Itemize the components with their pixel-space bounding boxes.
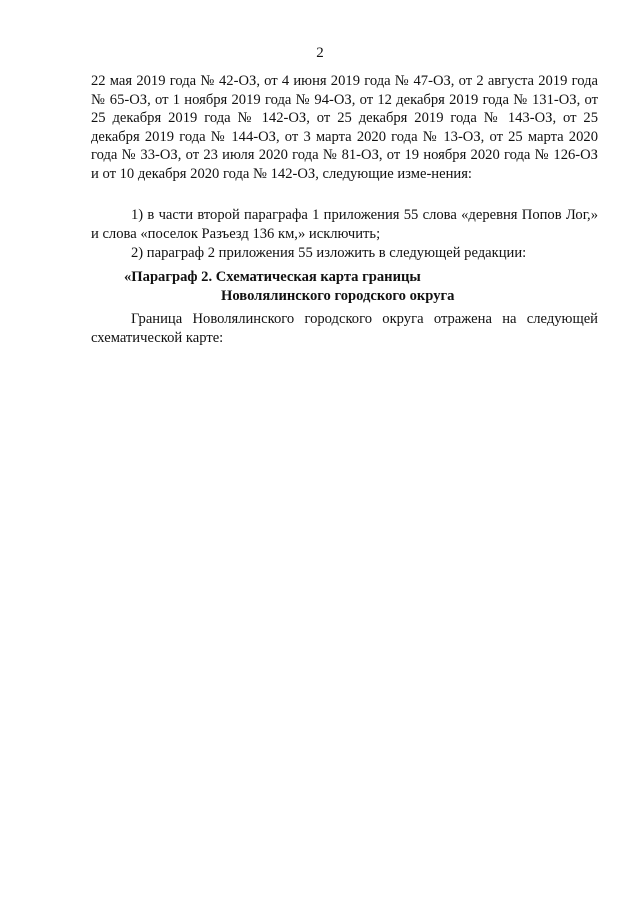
section-heading [124, 268, 524, 305]
item-2-paragraph: 2) параграф 2 приложения 55 изложить в следующей редакции: [131, 245, 527, 261]
map-intro-paragraph: Граница Новолялинского городского округа отражена на следующей схематической карте: [91, 311, 598, 346]
page-number: 2 [316, 45, 324, 61]
amendment-list-paragraph: 22 мая 2019 года № 42-ОЗ, от 4 июня 2019 года № 47-ОЗ, от 2 августа 2019 года № 65-ОЗ, от 1 ноября 2019 года № 94-ОЗ, от 12 декабря 2019 года № 131-ОЗ, от 25 декабря 2019 года № 142-ОЗ, от 25 декабря 2019 года № 143-ОЗ, от 25 декабря 2019 года № 144-ОЗ, от 3 марта 2020 года № 13-ОЗ, от 25 марта 2020 года № 33-ОЗ, от 23 июля 2020 года № 81-ОЗ, от 19 ноября 2020 года № 126-ОЗ и от 10 декабря 2020 года № 142-ОЗ, следующие изме-нения: [91, 73, 598, 182]
item-1-paragraph: 1) в части второй параграфа 1 приложения 55 слова «деревня Попов Лог,» и слова «поселок Разъезд 136 км,» исключить; [91, 207, 598, 242]
section-heading-line-2: Новолялинского городского округа [221, 287, 455, 304]
section-heading-line-1: «Параграф 2. Схематическая карта границы [124, 269, 421, 285]
